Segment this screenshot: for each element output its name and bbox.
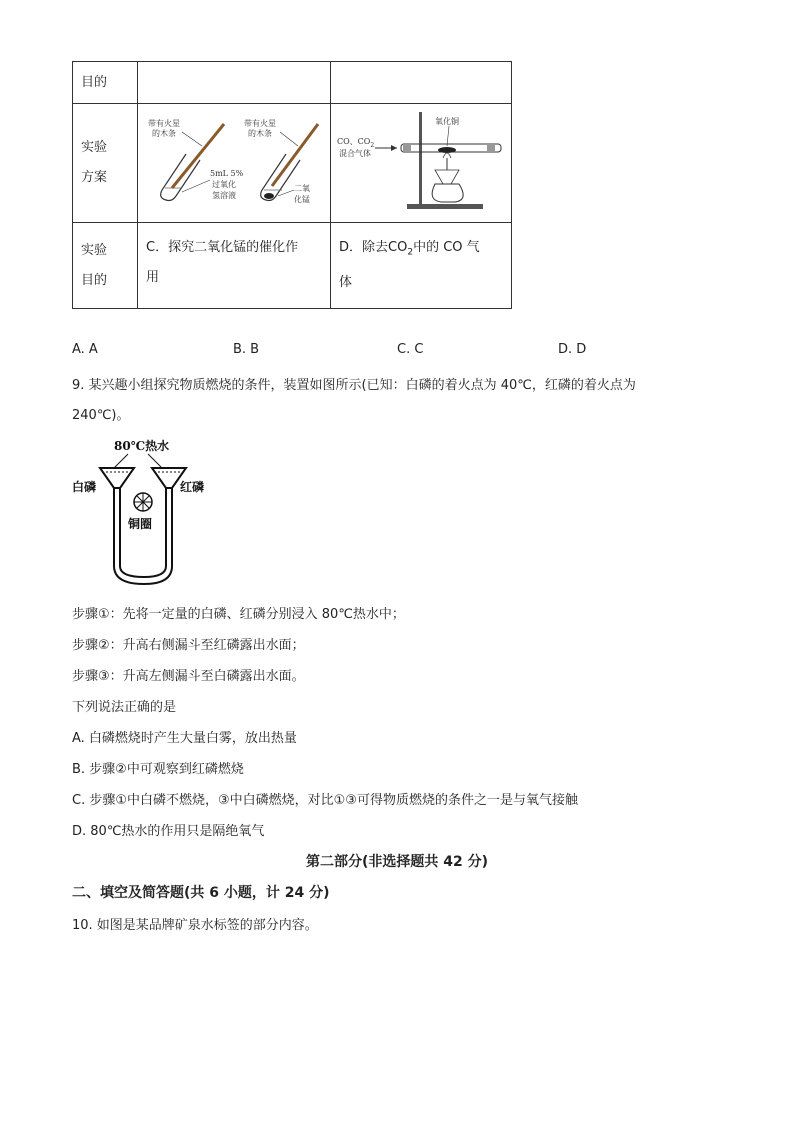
option-d: D. D (558, 342, 587, 357)
co-removal-diagram (331, 104, 511, 218)
splint-label-right-1: 带有火星 (244, 119, 276, 128)
iron-stand-rod (419, 112, 422, 206)
gas-label-2: 混合气体 (339, 149, 371, 158)
copper-oxide-powder (438, 147, 456, 153)
q9-stem-line1: 9. 某兴趣小组探究物质燃烧的条件，装置如图所示(已知：白磷的着火点为 40℃，红磷的着火点为 (72, 378, 636, 393)
white-phosphorus-label: 白磷 (72, 480, 97, 494)
option-c: C. C (397, 342, 424, 357)
q9-option-d: D. 80℃热水的作用只是隔绝氧气 (72, 824, 265, 839)
splint-right (272, 124, 318, 186)
q9-step1: 步骤①：先将一定量的白磷、红磷分别浸入 80℃热水中； (72, 607, 405, 622)
purpose-c-line2: 用 (146, 270, 160, 285)
option-a: A. A (72, 342, 98, 357)
purpose-d (331, 223, 512, 309)
q9-option-c: C. 步骤①中白磷不燃烧，③中白磷燃烧，对比①③可得物质燃烧的条件之一是与氧气接触 (72, 793, 578, 808)
purpose-c (138, 223, 331, 309)
solution-label-2: 过氧化 (212, 180, 236, 189)
funnel-left (100, 468, 134, 488)
cell-purpose-a (138, 62, 331, 104)
splint-label-left-1: 带有火星 (148, 119, 180, 128)
row-label-purpose-2-line1: 实验 (81, 242, 108, 258)
row-label-scheme-line2: 方案 (81, 170, 108, 185)
option-b: B. B (233, 342, 260, 357)
oxide-label: 氧化铜 (435, 117, 459, 126)
red-phosphorus-label: 红磷 (180, 480, 205, 494)
q9-option-a: A. 白磷燃烧时产生大量白雾，放出热量 (72, 731, 297, 746)
row-label-scheme-line1: 实验 (81, 140, 108, 155)
splint-left (172, 124, 224, 188)
splint-label-right-2: 的木条 (248, 129, 272, 138)
purpose-c-line1: C．探究二氧化锰的催化作 (146, 240, 299, 255)
row-label-scheme (73, 104, 138, 223)
q9-stem-line2: 240℃)。 (72, 408, 130, 423)
q9-step3: 步骤③：升高左侧漏斗至白磷露出水面。 (72, 669, 305, 684)
purpose-d-line2: 体 (339, 274, 353, 290)
q9-question: 下列说法正确的是 (72, 700, 177, 715)
splint-label-left-2: 的木条 (152, 129, 176, 138)
section2-title: 二、填空及简答题(共 6 小题，计 24 分) (72, 885, 330, 901)
combustion-apparatus-figure (70, 436, 220, 586)
cell-purpose-b (331, 62, 512, 104)
q9-option-b: B. 步骤②中可观察到红磷燃烧 (72, 762, 244, 777)
catalyst-label-1: 二氧 (294, 184, 310, 193)
iron-stand-base (407, 204, 483, 209)
purpose-d-line1: D．除去$CO_2$中的 CO 气 (339, 240, 480, 258)
catalyst-label-2: 化锰 (294, 195, 310, 204)
solution-label-1: 5mL 5% (210, 169, 244, 178)
catalyst-experiment-diagram (138, 104, 330, 218)
row-label-purpose: 目的 (73, 62, 138, 104)
experiment-table (72, 61, 512, 309)
copper-ring-label: 铜圈 (128, 517, 153, 531)
solution-label-3: 氢溶液 (212, 191, 236, 200)
alcohol-lamp (432, 184, 463, 202)
part2-title: 第二部分(非选择题共 42 分) (305, 854, 489, 870)
q9-step2: 步骤②：升高右侧漏斗至红磷露出水面； (72, 638, 305, 653)
diagram-d-cell (331, 104, 512, 223)
row-label-purpose-2-line2: 目的 (81, 272, 108, 288)
row-label-purpose-2 (73, 223, 138, 309)
q10-stem: 10. 如图是某品牌矿泉水标签的部分内容。 (72, 918, 318, 933)
gas-label-1: CO、$CO_2$ (337, 137, 375, 149)
hot-water-label: 80℃热水 (114, 439, 170, 453)
diagram-c-cell (138, 104, 331, 223)
